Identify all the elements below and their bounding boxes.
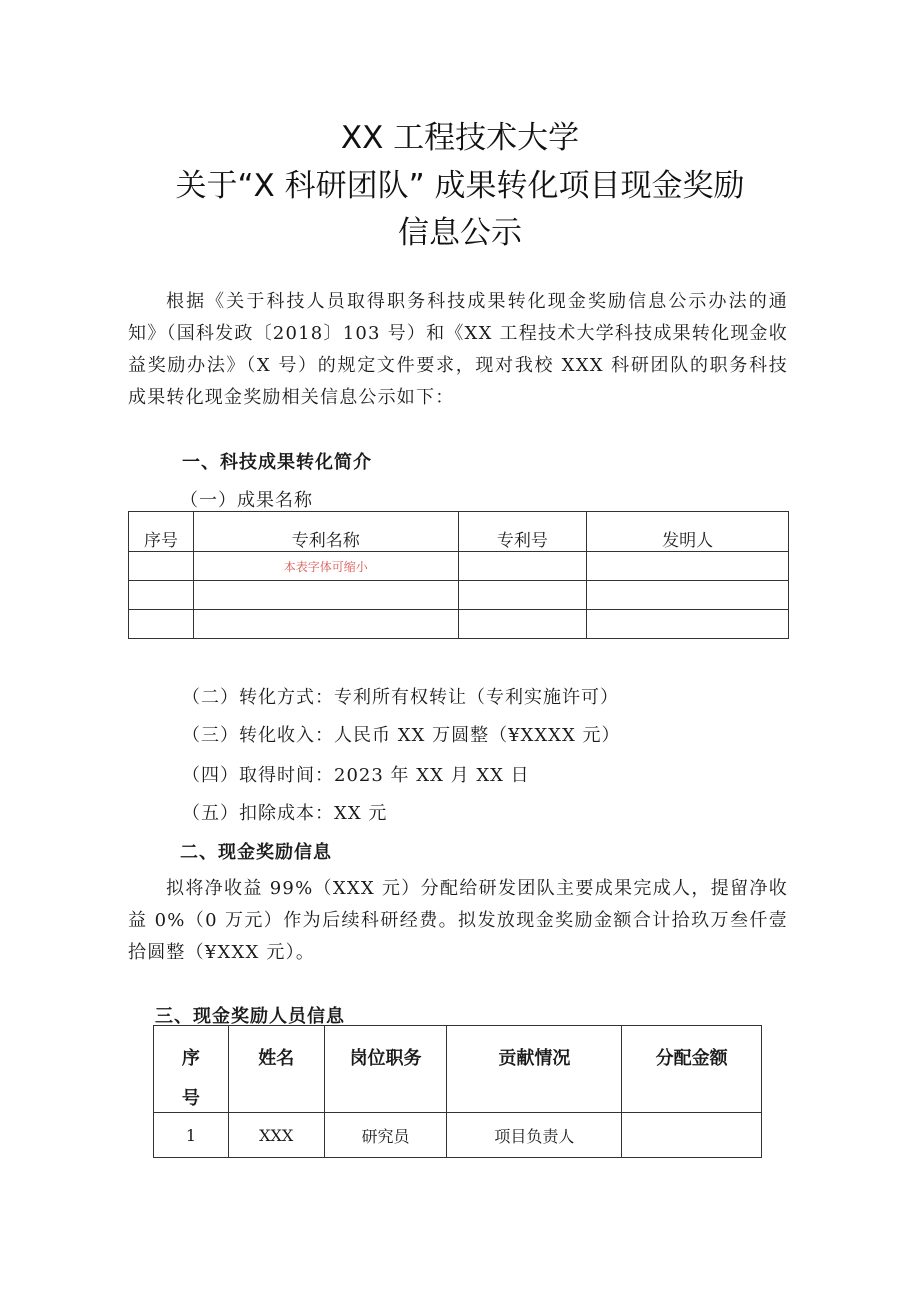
table-cell bbox=[193, 581, 458, 610]
col-header-seq-bottom: 号 bbox=[181, 1088, 200, 1109]
col-header-contribution: 贡献情况 bbox=[447, 1026, 622, 1113]
achievement-table bbox=[128, 511, 789, 639]
deducted-cost: （五）扣除成本：XX 元 bbox=[182, 803, 388, 824]
col-header-seq bbox=[154, 1026, 229, 1113]
col-header-patent-name: 专利名称 bbox=[193, 512, 458, 552]
font-note: 本表字体可缩小 bbox=[283, 560, 368, 574]
transfer-income: （三）转化收入：人民币 XX 万圆整（¥XXXX 元） bbox=[182, 725, 621, 746]
col-header-name: 姓名 bbox=[228, 1026, 324, 1113]
col-header-seq-top: 序 bbox=[181, 1048, 200, 1069]
section1-heading: 一、科技成果转化简介 bbox=[182, 452, 372, 473]
section1-sub1: （一）成果名称 bbox=[180, 490, 313, 511]
acquisition-date: （四）取得时间：2023 年 XX 月 XX 日 bbox=[182, 765, 530, 786]
row-contribution: 项目负责人 bbox=[447, 1113, 622, 1158]
col-header-amount: 分配金额 bbox=[622, 1026, 762, 1113]
col-header-seq: 序号 bbox=[129, 512, 194, 552]
row-name: XXX bbox=[228, 1113, 324, 1158]
table-cell bbox=[129, 610, 194, 639]
table-row bbox=[129, 552, 789, 581]
section3-heading: 三、现金奖励人员信息 bbox=[155, 1006, 345, 1027]
reward-personnel-table bbox=[153, 1025, 762, 1158]
title-line-1: XX 工程技术大学 bbox=[340, 120, 580, 156]
section2-paragraph: 拟将净收益 99%（XXX 元）分配给研发团队主要成果完成人，提留净收益 0%（0 万元）作为后续科研经费。拟发放现金奖励金额合计拾玖万叁仟壹拾圆整（¥XXX 元）。 bbox=[128, 878, 788, 963]
col-header-inventor: 发明人 bbox=[587, 512, 789, 552]
row-position: 研究员 bbox=[324, 1113, 447, 1158]
table-row bbox=[154, 1113, 762, 1158]
table-row bbox=[129, 610, 789, 639]
table-cell bbox=[587, 552, 789, 581]
achievement-table-header bbox=[129, 512, 789, 552]
col-header-patent-number: 专利号 bbox=[458, 512, 587, 552]
table-cell bbox=[458, 581, 587, 610]
table-cell bbox=[587, 610, 789, 639]
title-line-3: 信息公示 bbox=[398, 215, 522, 251]
col-header-position: 岗位职务 bbox=[324, 1026, 447, 1113]
table-cell bbox=[129, 552, 194, 581]
transfer-method: （二）转化方式：专利所有权转让（专利实施许可） bbox=[182, 687, 619, 708]
reward-table-header bbox=[154, 1026, 762, 1113]
table-cell bbox=[193, 610, 458, 639]
row-seq: 1 bbox=[154, 1113, 229, 1158]
table-cell bbox=[587, 581, 789, 610]
table-cell bbox=[458, 552, 587, 581]
intro-paragraph: 根据《关于科技人员取得职务科技成果转化现金奖励信息公示办法的通知》（国科发政〔2018〕103 号）和《XX 工程技术大学科技成果转化现金收益奖励办法》（X 号）的规定文件要求，现对我校 XXX 科研团队的职务科技成果转化现金奖励相关信息公示如下： bbox=[128, 291, 788, 408]
row-amount bbox=[622, 1113, 762, 1158]
table-cell bbox=[458, 610, 587, 639]
table-row bbox=[129, 581, 789, 610]
table-cell bbox=[193, 552, 458, 581]
table-cell bbox=[129, 581, 194, 610]
section2-heading: 二、现金奖励信息 bbox=[180, 842, 332, 863]
title-line-2: 关于“X 科研团队” 成果转化项目现金奖励 bbox=[175, 168, 745, 204]
